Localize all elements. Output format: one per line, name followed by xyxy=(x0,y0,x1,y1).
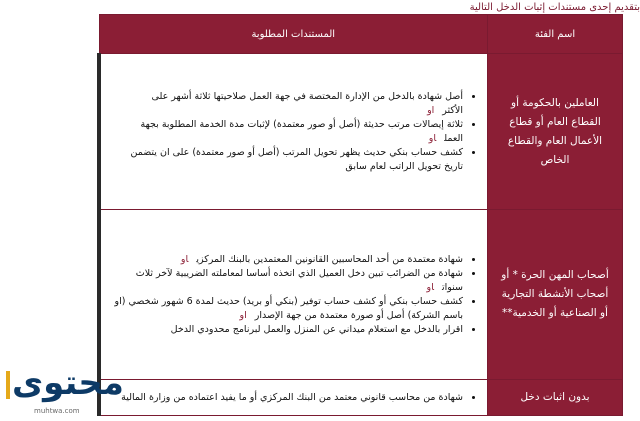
list-item xyxy=(111,391,463,405)
or-label: او xyxy=(428,132,437,144)
list-item xyxy=(111,295,463,323)
logo-bar-icon xyxy=(6,371,10,399)
or-label: او xyxy=(427,104,435,116)
documents-cell xyxy=(99,54,488,210)
documents-table xyxy=(97,14,623,416)
table-row xyxy=(99,210,623,380)
document-text: أصل شهادة بالدخل من الإدارة المختصة في جهة العمل صلاحيتها ثلاثة أشهر على الأكثر xyxy=(151,90,463,116)
document-text: كشف حساب بنكي أو كشف حساب توفير (بنكي أو بريد) حديث لمدة 6 شهور شخصي (او باسم الشركة) أصل أو صورة معتمدة من جهة الإصدار xyxy=(114,295,463,321)
list-item xyxy=(111,146,463,174)
header-documents: المستندات المطلوبة xyxy=(99,15,488,54)
table-row xyxy=(99,380,623,416)
logo-url: muhtwa.com xyxy=(34,407,80,415)
documents-cell xyxy=(99,210,488,380)
document-text: اقرار بالدخل مع استعلام ميداني عن المنزل والعمل لبرنامج محدودي الدخل xyxy=(170,323,463,335)
category-cell: أصحاب المهن الحرة * أو أصحاب الأنشطة التجارية أو الصناعية أو الخدمية** xyxy=(488,210,623,380)
header-category: اسم الفئة xyxy=(488,15,623,54)
logo-wordmark: محتوى xyxy=(12,363,124,403)
document-text: كشف حساب بنكي حديث يظهر تحويل المرتب (أصل أو صور معتمدة) على ان يتضمن تاريخ تحويل الراتب لعام سابق xyxy=(130,146,463,172)
header-row xyxy=(99,15,623,54)
category-cell: العاملين بالحكومة أو القطاع العام أو قطاع الأعمال العام والقطاع الخاص xyxy=(488,54,623,210)
list-item xyxy=(111,267,463,295)
list-item xyxy=(111,118,463,146)
or-label: او xyxy=(426,281,434,293)
document-text: شهادة من محاسب قانوني معتمد من البنك المركزي أو ما يفيد اعتماده من وزارة المالية xyxy=(121,391,463,403)
site-logo[interactable] xyxy=(0,363,124,421)
or-label: او xyxy=(180,253,189,265)
table-row xyxy=(99,54,623,210)
document-list xyxy=(101,391,487,405)
or-label: او xyxy=(239,309,247,321)
document-list xyxy=(101,90,487,174)
list-item xyxy=(111,90,463,118)
list-item xyxy=(111,253,463,267)
document-text: شهادة من الضرائب تبين دخل العميل الذي اتخذه أساسا لمعاملته الضريبية لآخر ثلاث سنوات xyxy=(135,267,463,293)
category-cell: بدون اثبات دخل xyxy=(488,380,623,416)
document-text: ثلاثة إيصالات مرتب حديثة (أصل أو صور معتمدة) لإثبات مدة الخدمة المطلوبة بجهة العمل xyxy=(140,118,463,144)
documents-cell xyxy=(99,380,488,416)
intro-text: بتقديم إحدى مستندات إثبات الدخل التالية xyxy=(469,2,640,13)
document-text: شهادة معتمدة من أحد المحاسبين القانونين المعتمدين بالبنك المركزي xyxy=(196,253,463,265)
list-item xyxy=(111,323,463,337)
document-list xyxy=(101,253,487,337)
